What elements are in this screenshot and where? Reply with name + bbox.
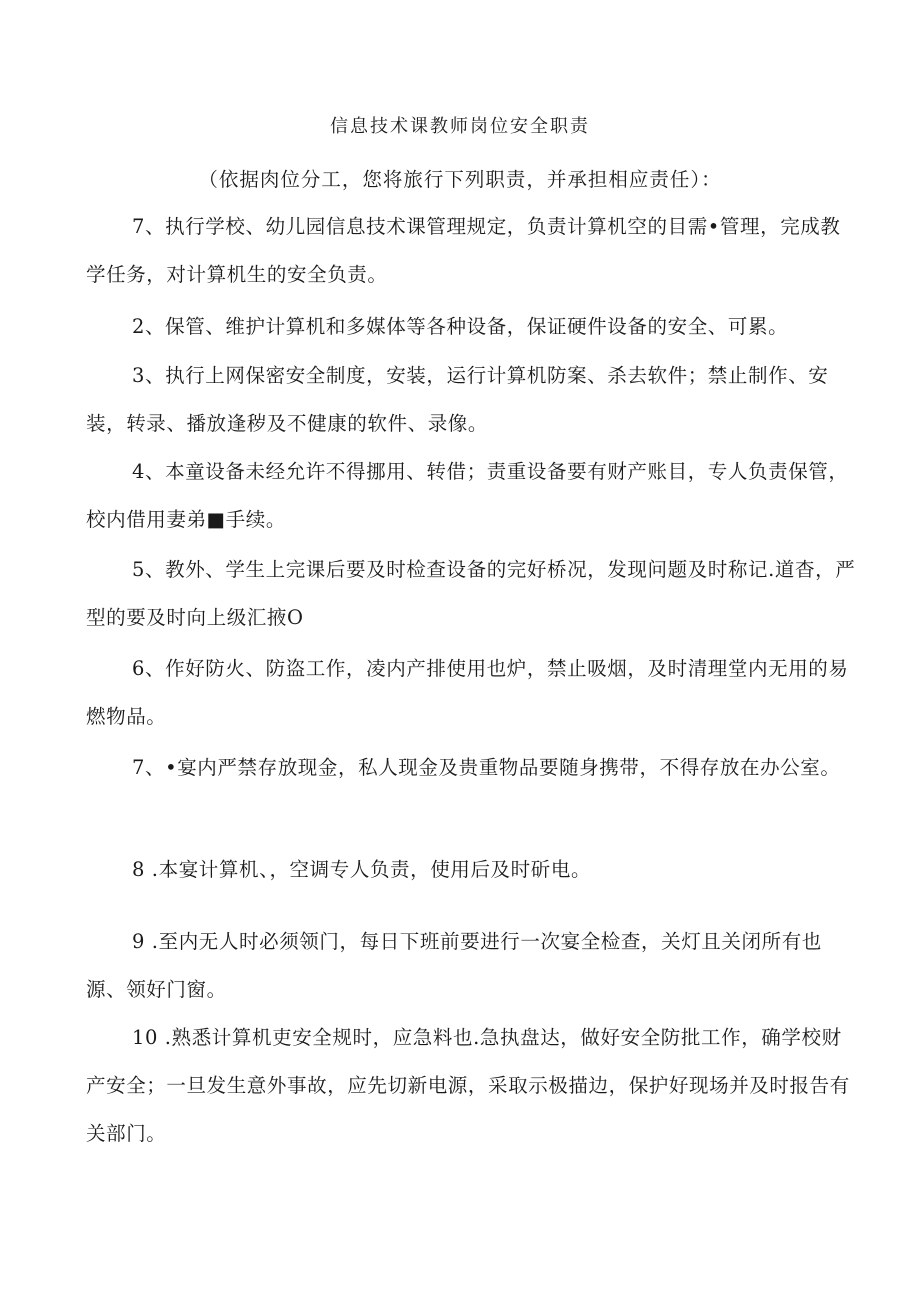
duty-item-1: 7、执行学校、幼儿园信息技术课管理规定，负责计算机空的目需•管理，完成教学任务，对计算机生的安全负责。 [86, 215, 841, 286]
duty-item-7: 7、•宴内严禁存放现金，私人现金及贵重物品要随身携带，不得存放在办公室。 [132, 756, 841, 779]
duty-item-3: 3、执行上网保密安全制度，安装，运行计算机防案、杀去软件；禁止制作、安装，转录、播放逢秽及不健康的软件、录像。 [86, 364, 829, 435]
document-intro: （依据肉位分工，您将旅行下列职责，并承担相应责任）： [198, 168, 722, 191]
document-title: 信息技术课教师岗位安全职责 [330, 116, 590, 137]
duty-item-5: 5、教外、学生上完课后要及时检查设备的完好桥况，发现问题及时称记.道杳，严型的要及时向上级汇掖O [86, 558, 856, 629]
duty-item-8: 8 .本宴计算机、，空调专人负责，使用后及时斫电。 [132, 858, 592, 881]
duty-item-9: 9 .至内无人时必须领门，每日下班前要进行一次宴全检查，关灯且关闭所有也源、领好门窗。 [86, 930, 822, 1001]
duty-item-4: 4、本童设备未经允许不得挪用、转借；责重设备要有财产账目，专人负责保管，校内借用妻弟■手续。 [86, 460, 849, 531]
duty-item-2: 2、保管、维护计算机和多媒体等各种设备，保证硬件设备的安全、可累。 [132, 315, 789, 338]
duty-item-10: 10 .熟悉计算机吏安全规时，应急料也.急执盘达，做好安全防批工作，确学校财产安全；一旦发生意外事故，应先切新电源，采取示极描边，保护好现场并及时报告有关部门。 [86, 1026, 850, 1145]
duty-item-6: 6、作好防火、防盗工作，凌内产排使用也炉，禁止吸烟，及时清理堂内无用的易燃物品。 [86, 657, 849, 728]
